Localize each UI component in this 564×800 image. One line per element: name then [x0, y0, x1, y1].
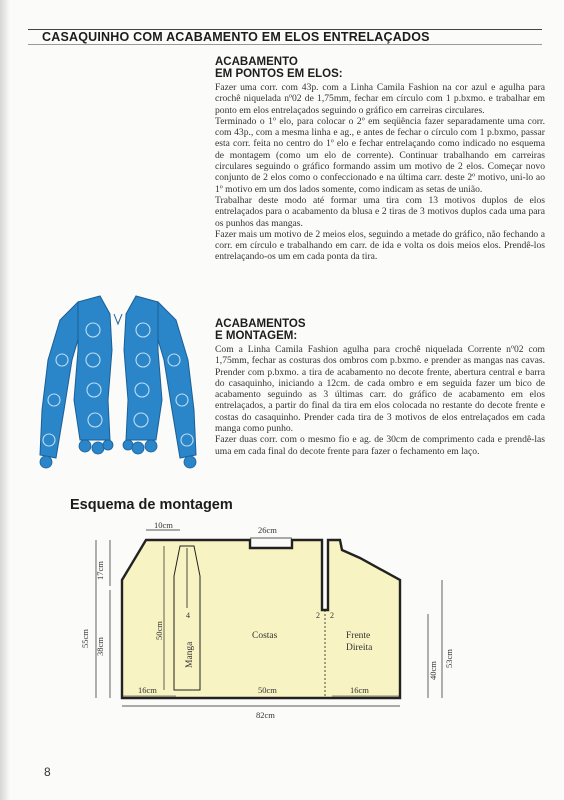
label-mark-2a: 2: [316, 611, 320, 620]
label-mark-2b: 2: [330, 611, 334, 620]
section-finishing-chain: [215, 56, 545, 263]
section1-paragraph: Trabalhar deste modo até formar uma tira com 13 motivos duplos de elos entrelaçados para o acabamento da blusa e 2 tiras de 3 motivos duplos cada uma para os punhos das mangas.: [215, 194, 545, 229]
label-frente: Frente: [346, 631, 371, 641]
section2-paragraph: Fazer duas corr. com o mesmo fio e ag. de 30cm de comprimento cada e prendê-las uma em cada final do decote frente para fazer o fechamento em laço.: [215, 434, 545, 457]
diagram-title: Esquema de montagem: [70, 497, 233, 513]
section1-title-line2: EM PONTOS EM ELOS:: [215, 68, 343, 80]
dim-top-mid: 26cm: [258, 525, 277, 535]
page-edge: [0, 0, 10, 800]
dim-top-left: 10cm: [154, 520, 173, 530]
page-title: CASAQUINHO COM ACABAMENTO EM ELOS ENTRELAÇADOS: [42, 30, 430, 44]
section1-paragraph: Terminado o 1º elo, para colocar o 2º em seqüência fazer separadamente uma corr. com 43p., com a mesma linha e ag., e antes de fechar o círculo com 1 p.bxmo, passar esta corr. feita no centro do 1º elo e fechar entrelaçando como indicado no esquema de montagem (como um elo de corrente). Continuar trabalhando em carreiras circulares seguindo o gráfico formando assim um motivo de 2 elos. Começar novo conjunto de 2 elos como o confeccionado e na última carr. deste 2º motivo, uni-lo ao 1º motivo em um dos lados somente, como indicam as setas de união.: [215, 115, 545, 195]
neck-tie: [114, 314, 122, 324]
dim-total-width: 82cm: [256, 710, 275, 720]
dim-bottom-right: 16cm: [350, 685, 369, 695]
label-direita: Direita: [346, 643, 373, 653]
right-front: [124, 296, 162, 440]
label-mark-4: 4: [186, 611, 190, 620]
scalloped-border: [40, 440, 196, 468]
dim-left-top: 17cm: [95, 561, 105, 580]
section2-title-line1: ACABAMENTOS: [215, 318, 306, 330]
label-costas: Costas: [252, 631, 278, 641]
section1-title-line1: ACABAMENTO: [215, 56, 298, 68]
section2-title-line2: E MONTAGEM:: [215, 330, 298, 342]
page-number: 8: [44, 765, 51, 779]
dim-left-total: 55cm: [80, 629, 90, 648]
cardigan-photo: [38, 290, 198, 480]
dim-manga: 50cm: [154, 621, 164, 640]
section1-body: [215, 82, 545, 263]
header-rule-bottom: [28, 44, 542, 45]
dim-left-mid: 38cm: [95, 637, 105, 656]
section2-body: [215, 344, 545, 457]
dim-bottom-mid: 50cm: [258, 685, 277, 695]
section1-paragraph: Fazer uma corr. com 43p. com a Linha Camila Fashion na cor azul e agulha para crochê niquelada nº02 de 1,75mm, fechar em círculo com 1 p.bxmo. e trabalhar em ponto em elos entrelaçados seguindo o gráfico em carreiras circulares.: [215, 82, 545, 116]
assembly-diagram: [70, 518, 480, 723]
dim-bottom-left: 16cm: [138, 685, 157, 695]
page-header: [28, 26, 542, 48]
section2-paragraph: Com a Linha Camila Fashion agulha para crochê niquelada Corrente nº02 com 1,75mm, fechar as costuras dos ombros com p.bxmo. e prender as mangas nas cavas. Prender com p.bxmo. a tira de acabamento no decote frente, abertura central e barra do casaquinho, iniciando a 12cm. de cada ombro e em seguida fazer um bico de acabamento seguindo as 3 últimas carr. do gráfico de acabamento em elos entrelaçados, a partir do final da tira em elos colocada no restante do decote frente e costas do casaquinho. Prender cada tira de 3 motivos de elos entrelaçados em cada manga como punho.: [215, 344, 545, 435]
dim-right-inner: 40cm: [428, 661, 438, 680]
dim-right-outer: 53cm: [444, 649, 454, 668]
left-front: [74, 296, 112, 440]
section-assembly: [215, 318, 545, 457]
label-manga: Manga: [185, 641, 195, 668]
section1-paragraph: Fazer mais um motivo de 2 meios elos, seguindo a metade do gráfico, não fechando a corr. em círculo e trabalhando em carr. de ida e volta os dois meios elos. Prendê-los entrelaçando-os um em cada ponta da tira.: [215, 228, 545, 263]
